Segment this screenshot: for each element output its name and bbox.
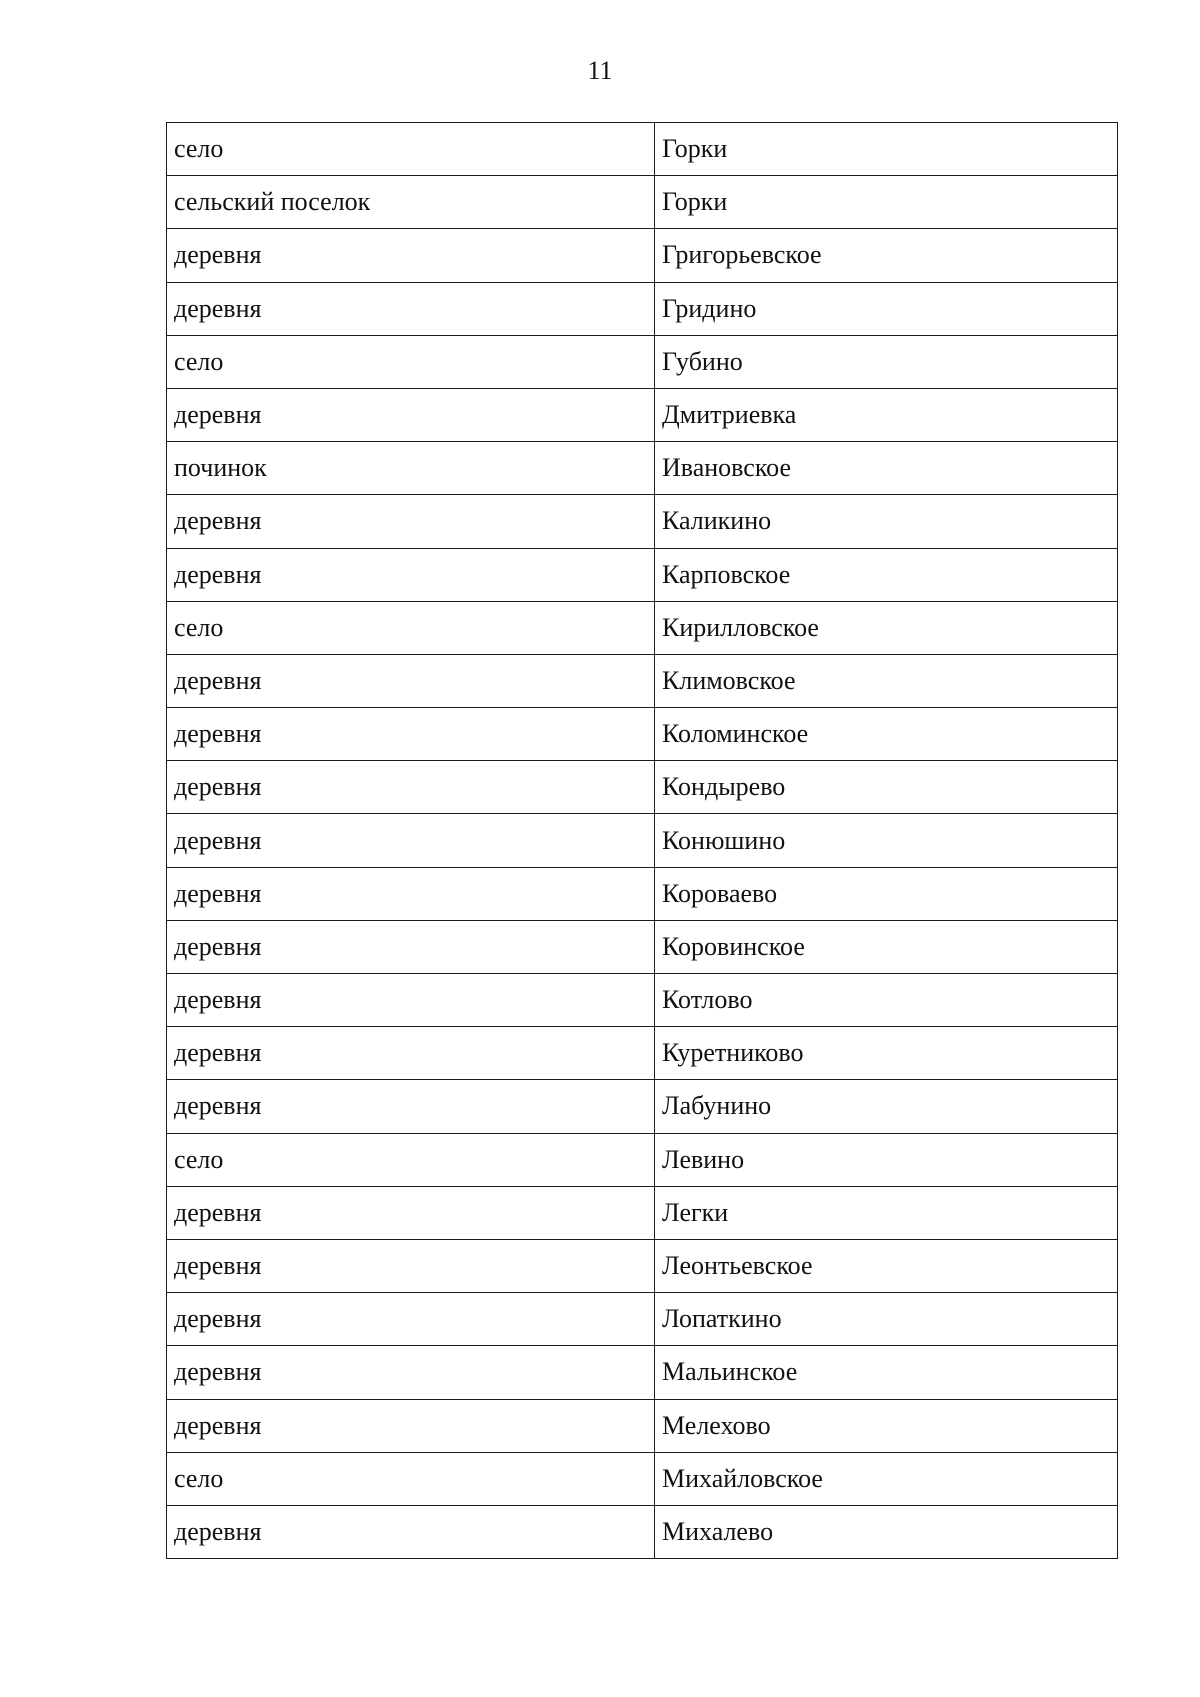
table-row — [167, 1452, 1118, 1505]
settlement-name-cell: Карповское — [655, 548, 1118, 601]
settlement-name-cell: Губино — [655, 335, 1118, 388]
table-row — [167, 1505, 1118, 1558]
settlement-name-cell: Кирилловское — [655, 601, 1118, 654]
settlement-name-cell: Конюшино — [655, 814, 1118, 867]
settlement-type-cell: село — [167, 601, 655, 654]
table-row — [167, 282, 1118, 335]
table-body — [167, 123, 1118, 1559]
table-row — [167, 761, 1118, 814]
table-row — [167, 335, 1118, 388]
settlement-name-cell: Климовское — [655, 654, 1118, 707]
settlement-type-cell: деревня — [167, 1080, 655, 1133]
settlement-name-cell: Михайловское — [655, 1452, 1118, 1505]
table-row — [167, 1186, 1118, 1239]
table-row — [167, 229, 1118, 282]
settlement-name-cell: Короваево — [655, 867, 1118, 920]
settlement-type-cell: деревня — [167, 229, 655, 282]
settlement-type-cell: село — [167, 1133, 655, 1186]
settlement-type-cell: деревня — [167, 1239, 655, 1292]
settlement-name-cell: Горки — [655, 176, 1118, 229]
table-row — [167, 814, 1118, 867]
settlement-name-cell: Каликино — [655, 495, 1118, 548]
settlement-type-cell: деревня — [167, 548, 655, 601]
table-row — [167, 1239, 1118, 1292]
settlement-name-cell: Горки — [655, 123, 1118, 176]
settlement-name-cell: Мелехово — [655, 1399, 1118, 1452]
settlement-type-cell: деревня — [167, 1346, 655, 1399]
settlement-type-cell: село — [167, 335, 655, 388]
settlement-type-cell: сельский поселок — [167, 176, 655, 229]
settlement-type-cell: деревня — [167, 761, 655, 814]
settlement-name-cell: Коровинское — [655, 920, 1118, 973]
settlement-name-cell: Лабунино — [655, 1080, 1118, 1133]
table-row — [167, 867, 1118, 920]
settlement-name-cell: Григорьевское — [655, 229, 1118, 282]
table-row — [167, 123, 1118, 176]
table-row — [167, 654, 1118, 707]
settlement-type-cell: село — [167, 123, 655, 176]
table-row — [167, 1133, 1118, 1186]
settlement-type-cell: деревня — [167, 1399, 655, 1452]
settlement-type-cell: деревня — [167, 1505, 655, 1558]
table-row — [167, 1080, 1118, 1133]
settlement-name-cell: Леонтьевское — [655, 1239, 1118, 1292]
settlement-name-cell: Мальинское — [655, 1346, 1118, 1399]
settlement-type-cell: деревня — [167, 1186, 655, 1239]
settlement-name-cell: Куретниково — [655, 1027, 1118, 1080]
settlement-type-cell: деревня — [167, 654, 655, 707]
settlement-name-cell: Лопаткино — [655, 1293, 1118, 1346]
settlement-name-cell: Левино — [655, 1133, 1118, 1186]
table-row — [167, 388, 1118, 441]
table-row — [167, 601, 1118, 654]
table-row — [167, 1027, 1118, 1080]
settlement-type-cell: село — [167, 1452, 655, 1505]
table-row — [167, 1346, 1118, 1399]
settlement-type-cell: деревня — [167, 814, 655, 867]
settlement-name-cell: Коломинское — [655, 708, 1118, 761]
table-row — [167, 1293, 1118, 1346]
table-row — [167, 1399, 1118, 1452]
settlement-name-cell: Котлово — [655, 974, 1118, 1027]
table-row — [167, 176, 1118, 229]
page-number: 11 — [587, 56, 613, 85]
settlement-name-cell: Дмитриевка — [655, 388, 1118, 441]
settlement-name-cell: Ивановское — [655, 442, 1118, 495]
settlement-name-cell: Гридино — [655, 282, 1118, 335]
table-row — [167, 974, 1118, 1027]
settlement-type-cell: деревня — [167, 974, 655, 1027]
settlement-type-cell: деревня — [167, 282, 655, 335]
settlement-type-cell: деревня — [167, 1027, 655, 1080]
settlement-name-cell: Михалево — [655, 1505, 1118, 1558]
table-row — [167, 708, 1118, 761]
table-row — [167, 495, 1118, 548]
settlement-type-cell: деревня — [167, 388, 655, 441]
settlement-type-cell: деревня — [167, 708, 655, 761]
settlement-type-cell: починок — [167, 442, 655, 495]
settlement-name-cell: Кондырево — [655, 761, 1118, 814]
settlement-name-cell: Легки — [655, 1186, 1118, 1239]
settlement-type-cell: деревня — [167, 867, 655, 920]
settlement-type-cell: деревня — [167, 920, 655, 973]
settlements-table — [166, 122, 1118, 1559]
settlement-type-cell: деревня — [167, 495, 655, 548]
table-row — [167, 548, 1118, 601]
table-row — [167, 442, 1118, 495]
table-row — [167, 920, 1118, 973]
settlement-type-cell: деревня — [167, 1293, 655, 1346]
